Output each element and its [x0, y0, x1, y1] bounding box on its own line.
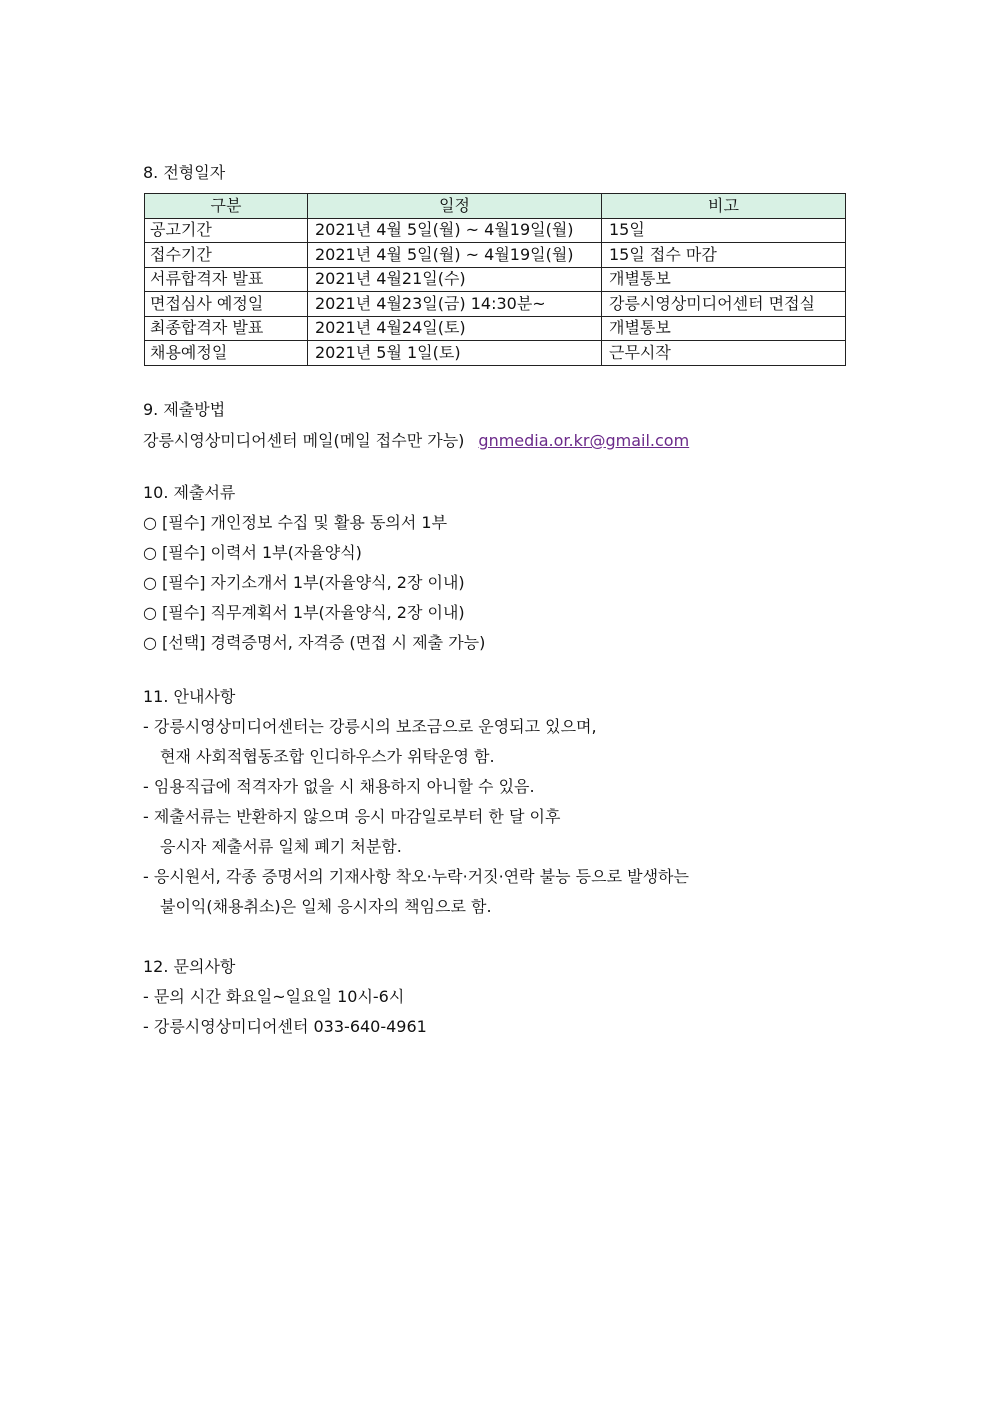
header-category: 구분 — [145, 194, 308, 219]
section-8-title: 8. 전형일자 — [143, 163, 226, 182]
cell-schedule: 2021년 4월24일(토) — [308, 316, 602, 341]
notice-line: - 제출서류는 반환하지 않으며 응시 마감일로부터 한 달 이후 — [143, 807, 561, 826]
cell-schedule: 2021년 4월23일(금) 14:30분~ — [308, 292, 602, 317]
notice-line: 불이익(채용취소)은 일체 응시자의 책임으로 함. — [160, 897, 492, 916]
cell-category: 공고기간 — [145, 218, 308, 243]
notice-line: 현재 사회적협동조합 인디하우스가 위탁운영 함. — [160, 747, 495, 766]
cell-note: 근무시작 — [602, 341, 846, 366]
inquiry-line: - 강릉시영상미디어센터 033-640-4961 — [143, 1017, 427, 1036]
document-item: ○ [필수] 직무계획서 1부(자율양식, 2장 이내) — [143, 603, 465, 622]
table-row — [145, 341, 846, 366]
section-12-title: 12. 문의사항 — [143, 957, 236, 976]
document-item: ○ [필수] 개인정보 수집 및 활용 동의서 1부 — [143, 513, 448, 532]
table-row — [145, 316, 846, 341]
cell-category: 서류합격자 발표 — [145, 267, 308, 292]
notice-line: - 응시원서, 각종 증명서의 기재사항 착오·누락·거짓·연락 불능 등으로 발생하는 — [143, 867, 689, 886]
cell-category: 채용예정일 — [145, 341, 308, 366]
submission-method-text: 강릉시영상미디어센터 메일(메일 접수만 가능) — [143, 431, 465, 450]
section-10-title: 10. 제출서류 — [143, 483, 236, 502]
cell-note: 개별통보 — [602, 267, 846, 292]
notice-line: 응시자 제출서류 일체 폐기 처분함. — [160, 837, 402, 856]
email-link[interactable]: gnmedia.or.kr@gmail.com — [478, 431, 690, 450]
cell-note: 강릉시영상미디어센터 면접실 — [602, 292, 846, 317]
header-schedule: 일정 — [308, 194, 602, 219]
table-row — [145, 267, 846, 292]
header-note: 비고 — [602, 194, 846, 219]
cell-schedule: 2021년 4월 5일(월) ~ 4월19일(월) — [308, 218, 602, 243]
cell-note: 개별통보 — [602, 316, 846, 341]
notice-line: - 강릉시영상미디어센터는 강릉시의 보조금으로 운영되고 있으며, — [143, 717, 597, 736]
cell-note: 15일 — [602, 218, 846, 243]
table-row — [145, 218, 846, 243]
schedule-table — [144, 193, 846, 366]
document-item: ○ [필수] 자기소개서 1부(자율양식, 2장 이내) — [143, 573, 465, 592]
cell-category: 최종합격자 발표 — [145, 316, 308, 341]
cell-schedule: 2021년 4월21일(수) — [308, 267, 602, 292]
document-item: ○ [필수] 이력서 1부(자율양식) — [143, 543, 362, 562]
table-row — [145, 292, 846, 317]
cell-category: 면접심사 예정일 — [145, 292, 308, 317]
inquiry-line: - 문의 시간 화요일~일요일 10시-6시 — [143, 987, 405, 1006]
table-row — [145, 243, 846, 268]
table-header-row — [145, 194, 846, 219]
cell-schedule: 2021년 5월 1일(토) — [308, 341, 602, 366]
document-item: ○ [선택] 경력증명서, 자격증 (면접 시 제출 가능) — [143, 633, 486, 652]
submission-method — [143, 431, 689, 451]
section-9-title: 9. 제출방법 — [143, 400, 226, 419]
cell-category: 접수기간 — [145, 243, 308, 268]
cell-schedule: 2021년 4월 5일(월) ~ 4월19일(월) — [308, 243, 602, 268]
notice-line: - 임용직급에 적격자가 없을 시 채용하지 아니할 수 있음. — [143, 777, 535, 796]
cell-note: 15일 접수 마감 — [602, 243, 846, 268]
section-11-title: 11. 안내사항 — [143, 687, 236, 706]
